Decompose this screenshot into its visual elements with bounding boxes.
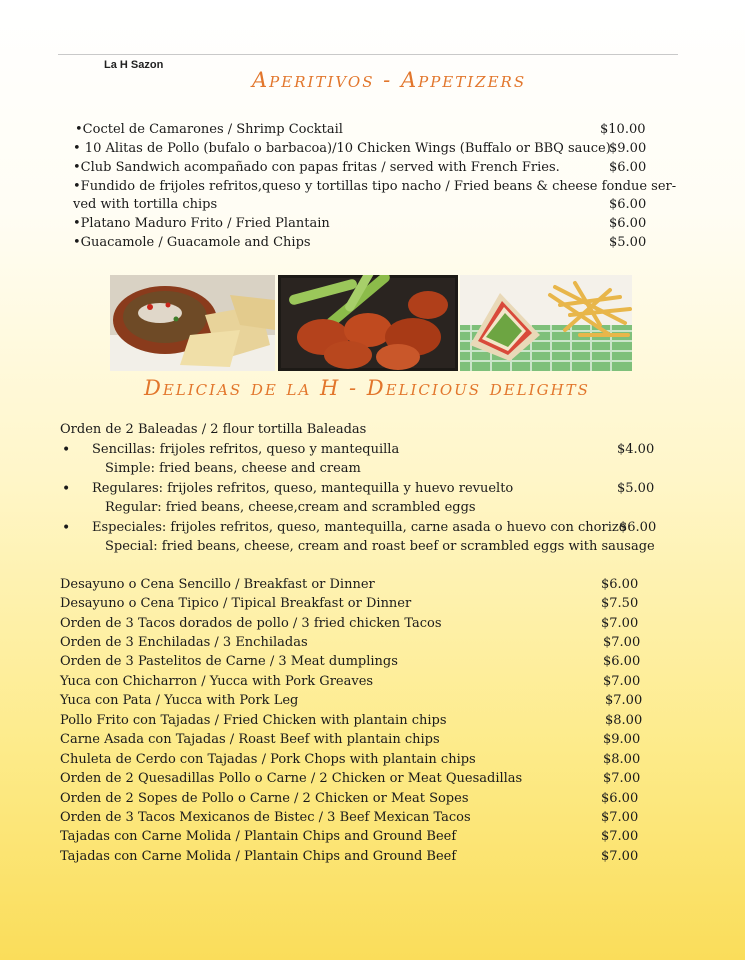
menu-price: $4.00 — [617, 442, 655, 457]
menu-item-description: Simple: fried beans, cheese and cream — [105, 461, 361, 476]
menu-price: $7.00 — [601, 616, 639, 631]
menu-price: $6.00 — [609, 197, 647, 212]
top-rule — [58, 54, 678, 55]
menu-item: • 10 Alitas de Pollo (bufalo o barbacoa)/10 Chicken Wings (Buffalo or BBQ sauce) — [73, 141, 611, 156]
menu-item: •Platano Maduro Frito / Fried Plantain — [73, 216, 330, 231]
menu-item: •Coctel de Camarones / Shrimp Cocktail — [75, 122, 343, 137]
menu-price: $7.00 — [601, 829, 639, 844]
menu-item: Orden de 3 Enchiladas / 3 Enchiladas — [60, 635, 308, 650]
menu-item-continued: ved with tortilla chips — [73, 197, 218, 212]
club-sandwich-with-fries-photo — [460, 275, 632, 371]
menu-item: Tajadas con Carne Molida / Plantain Chips and Ground Beef — [60, 829, 457, 844]
menu-price: $7.00 — [603, 635, 641, 650]
menu-item: Regulares: frijoles refritos, queso, mantequilla y huevo revuelto — [92, 481, 514, 496]
menu-price: $6.00 — [601, 791, 639, 806]
menu-price: $7.00 — [601, 849, 639, 864]
menu-price: $9.00 — [609, 141, 647, 156]
bean-dip-with-chips-photo — [110, 275, 275, 371]
menu-item: Orden de 3 Tacos Mexicanos de Bistec / 3 Beef Mexican Tacos — [60, 810, 471, 825]
section-title-appetizers: Aperitivos - Appetizers — [252, 68, 527, 92]
menu-price: $6.00 — [609, 160, 647, 175]
menu-item: •Fundido de frijoles refritos,queso y tortillas tipo nacho / Fried beans & cheese fondue ser- — [73, 179, 677, 194]
menu-item: Pollo Frito con Tajadas / Fried Chicken with plantain chips — [60, 713, 447, 728]
menu-item: Yuca con Pata / Yucca with Pork Leg — [60, 693, 299, 708]
menu-price: $7.50 — [601, 596, 639, 611]
menu-item: Orden de 2 Sopes de Pollo o Carne / 2 Chicken or Meat Sopes — [60, 791, 469, 806]
menu-price: $6.00 — [603, 654, 641, 669]
bullet: • — [62, 481, 71, 497]
menu-item-description: Special: fried beans, cheese, cream and roast beef or scrambled eggs with sausage — [105, 539, 655, 554]
menu-price: $5.00 — [617, 481, 655, 496]
baleadas-header: Orden de 2 Baleadas / 2 flour tortilla Baleadas — [60, 422, 367, 437]
menu-price: $7.00 — [605, 693, 643, 708]
food-photo-strip — [110, 275, 630, 371]
menu-price: $8.00 — [605, 713, 643, 728]
menu-price: $6.00 — [609, 216, 647, 231]
bullet: • — [62, 442, 71, 458]
menu-item-description: Regular: fried beans, cheese,cream and scrambled eggs — [105, 500, 476, 515]
menu-item: Especiales: frijoles refritos, queso, mantequilla, carne asada o huevo con chorizo — [92, 520, 627, 535]
menu-item: Orden de 3 Tacos dorados de pollo / 3 fried chicken Tacos — [60, 616, 442, 631]
menu-price: $9.00 — [603, 732, 641, 747]
menu-item: •Guacamole / Guacamole and Chips — [73, 235, 311, 250]
section-title-delicious-delights: Delicias de la H - Delicious delights — [144, 376, 590, 400]
menu-item: •Club Sandwich acompañado con papas fritas / served with French Fries. — [73, 160, 560, 175]
menu-item: Carne Asada con Tajadas / Roast Beef with plantain chips — [60, 732, 440, 747]
menu-price: $7.00 — [603, 674, 641, 689]
menu-price: $6.00 — [619, 520, 657, 535]
menu-item: Desayuno o Cena Sencillo / Breakfast or Dinner — [60, 577, 375, 592]
menu-item: Yuca con Chicharron / Yucca with Pork Greaves — [60, 674, 374, 689]
menu-price: $6.00 — [601, 577, 639, 592]
bullet: • — [62, 520, 71, 536]
menu-item: Orden de 2 Quesadillas Pollo o Carne / 2 Chicken or Meat Quesadillas — [60, 771, 523, 786]
chicken-wings-with-celery-photo — [278, 275, 458, 371]
menu-price: $8.00 — [603, 752, 641, 767]
menu-price: $7.00 — [603, 771, 641, 786]
menu-item: Sencillas: frijoles refritos, queso y mantequilla — [92, 442, 400, 457]
menu-item: Desayuno o Cena Tipico / Tipical Breakfast or Dinner — [60, 596, 412, 611]
menu-item: Tajadas con Carne Molida / Plantain Chips and Ground Beef — [60, 849, 457, 864]
menu-item: Chuleta de Cerdo con Tajadas / Pork Chops with plantain chips — [60, 752, 476, 767]
menu-price: $5.00 — [609, 235, 647, 250]
menu-price: $7.00 — [601, 810, 639, 825]
menu-price: $10.00 — [600, 122, 646, 137]
brand-name: La H Sazon — [104, 59, 164, 71]
menu-item: Orden de 3 Pastelitos de Carne / 3 Meat dumplings — [60, 654, 398, 669]
